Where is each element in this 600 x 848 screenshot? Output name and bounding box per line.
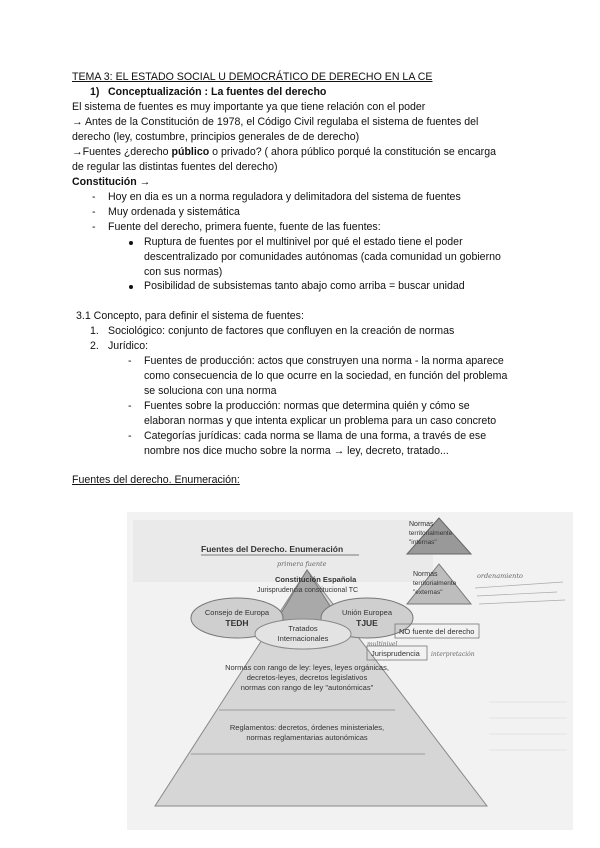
bullet-1-line-1: Ruptura de fuentes por el multinivel por qué el estado tiene el poder [144, 236, 463, 248]
section1-number: 1) [90, 86, 100, 98]
section1-paragraph-3-line-2: de regular las distintas fuentes del derecho) [72, 161, 278, 173]
jurisprudencia-tc-label: Jurisprudencia constitucional TC [257, 587, 359, 594]
dash-marker: - [92, 191, 96, 203]
enumeracion-title: Fuentes del derecho. Enumeración: [72, 474, 240, 486]
constitucion-label: Constitución → [72, 176, 151, 188]
dash-marker: - [128, 430, 132, 442]
union-europea-label: Unión Europea [341, 608, 393, 617]
sub1-line-3: se soluciona con una norma [144, 385, 277, 397]
dash-marker: - [92, 221, 96, 233]
hand-note-multinivel: multinivel [367, 641, 398, 648]
sub3-line-2: nombre nos dice mucho sobre la norma → ley, decreto, tratado... [144, 445, 449, 457]
tratados-label-line2: Internacionales [277, 634, 329, 643]
tedh-label: TEDH [225, 618, 249, 628]
consejo-europa-label: Consejo de Europa [204, 608, 270, 617]
dash-item-1: Hoy en dia es un a norma reguladora y delimitadora del sistema de fuentes [108, 191, 461, 203]
jurisprudencia-label: Jurisprudencia [371, 649, 420, 658]
normas-internas-l1: Normas [409, 521, 434, 528]
normas-ley-line2: decretos-leyes, decretos legislativos [246, 673, 368, 682]
figure-title: Fuentes del Derecho. Enumeración [201, 544, 344, 554]
sub2-line-2: elaboran normas y que intenta explicar un problema para un caso concreto [144, 415, 497, 427]
tjue-label: TJUE [356, 618, 378, 628]
section31-title: 3.1 Concepto, para definir el sistema de fuentes: [76, 310, 304, 322]
sub3-line-1: Categorías jurídicas: cada norma se llama de una forma, a través de ese [144, 430, 487, 442]
dash-marker: - [92, 206, 96, 218]
sub1-line-2: como consecuencia de lo que ocurre en la sociedad, en función del problema [144, 370, 508, 382]
normas-externas-l3: "externas" [413, 589, 443, 596]
hand-note-primera-fuente: primera fuente [277, 560, 327, 568]
reglamentos-line2: normas reglamentarias autonómicas [246, 733, 368, 742]
bullet-dot [129, 241, 133, 245]
hand-note-ordenamiento: ordenamiento [477, 572, 523, 580]
hand-note-interpretacion: interpretación [431, 651, 475, 658]
dash-marker: - [128, 355, 132, 367]
section31-item1-number: 1. [90, 325, 99, 337]
normas-ley-line1: Normas con rango de ley: leyes, leyes orgánicas, [225, 663, 389, 672]
section1-paragraph-3-line-1 [72, 146, 496, 159]
p3-text-bold: público [171, 146, 210, 158]
section1-paragraph-2-line-1: → Antes de la Constitución de 1978, el Código Civil regulaba el sistema de fuentes del [72, 116, 479, 128]
bullet-1-line-2: descentralizado por comunidades autónomas (cada comunidad un gobierno [144, 251, 501, 263]
normas-externas-l1: Normas [413, 571, 438, 578]
no-fuente-label: NO fuente del derecho [399, 627, 475, 636]
sub1-line-1: Fuentes de producción: actos que construyen una norma - la norma aparece [144, 355, 504, 367]
constitucion-label: Constitución Española [275, 575, 357, 584]
dash-item-2: Muy ordenada y sistemática [108, 206, 240, 218]
pyramid-diagram [127, 512, 573, 830]
normas-externas-l2: territorialmente [413, 580, 457, 587]
normas-ley-line3: normas con rango de ley "autonómicas" [240, 683, 374, 692]
section1-title: Conceptualización : La fuentes del derecho [108, 86, 327, 98]
reglamentos-line1: Reglamentos: decretos, órdenes ministeriales, [229, 723, 385, 732]
bullet-2: Posibilidad de subsistemas tanto abajo como arriba = buscar unidad [144, 280, 465, 292]
normas-internas-l2: territorialmente [409, 530, 453, 537]
section31-item1: Sociológico: conjunto de factores que confluyen en la creación de normas [108, 325, 455, 337]
dash-marker: - [128, 400, 132, 412]
normas-internas-l3: "internas" [409, 539, 437, 546]
dash-item-3: Fuente del derecho, primera fuente, fuente de las fuentes: [108, 221, 381, 233]
p3-text-b: o privado? ( ahora público porqué la constitución se encarga [209, 146, 496, 158]
sub2-line-1: Fuentes sobre la producción: normas que determina quién y cómo se [144, 400, 470, 412]
p3-text-a: →Fuentes ¿derecho [72, 146, 172, 158]
section31-item2: Jurídico: [108, 340, 149, 352]
bullet-1-line-3: con sus normas) [144, 266, 223, 278]
bullet-dot [129, 285, 133, 289]
document-heading: TEMA 3: EL ESTADO SOCIAL U DEMOCRÁTICO DE DERECHO EN LA CE [72, 71, 433, 83]
sources-pyramid-figure [127, 512, 573, 830]
section1-paragraph-2-line-2: derecho (ley, costumbre, principios generales de de derecho) [72, 131, 360, 143]
tratados-label-line1: Tratados [288, 624, 318, 633]
section1-paragraph-1: El sistema de fuentes es muy importante ya que tiene relación con el poder [72, 101, 426, 113]
section31-item2-number: 2. [90, 340, 99, 352]
